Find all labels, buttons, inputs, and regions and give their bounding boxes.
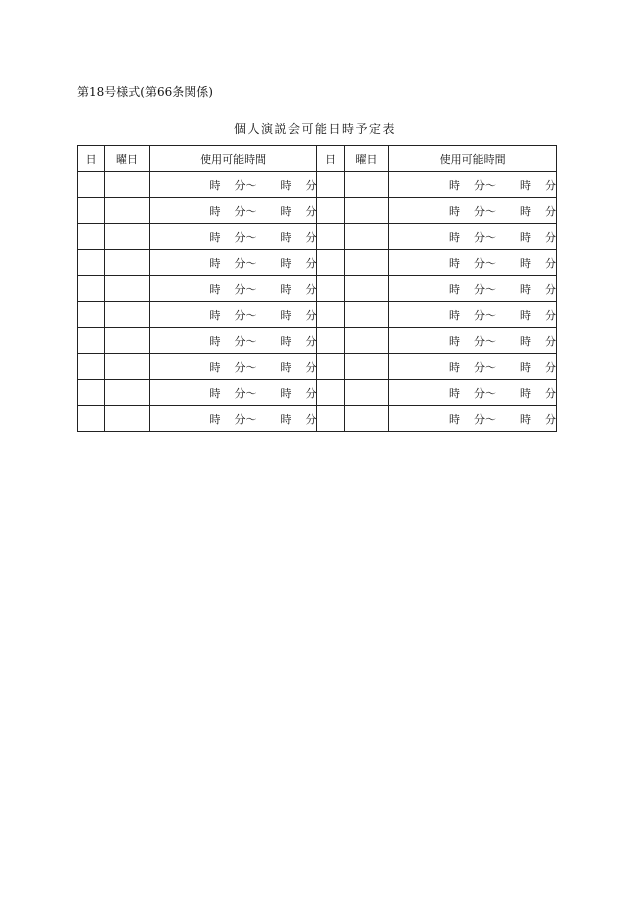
header-weekday-left: 曜日 — [105, 146, 149, 172]
schedule-body — [78, 172, 557, 432]
time-cell-right[interactable] — [389, 406, 557, 432]
day-cell-right[interactable] — [317, 224, 344, 250]
minute-to-label: 分 — [545, 204, 556, 218]
table-row — [78, 328, 557, 354]
minute-to-label: 分 — [545, 178, 556, 192]
hour-to-label: 時 — [280, 178, 292, 192]
weekday-cell-right[interactable] — [344, 302, 388, 328]
hour-to-label: 時 — [520, 412, 531, 426]
table-row — [78, 172, 557, 198]
weekday-cell-right[interactable] — [344, 172, 388, 198]
header-day-right: 日 — [317, 146, 344, 172]
minute-from-label: 分〜 — [474, 256, 496, 270]
minute-to-label: 分 — [305, 334, 317, 348]
header-time-right: 使用可能時間 — [389, 146, 557, 172]
day-cell-left[interactable] — [78, 354, 105, 380]
weekday-cell-right[interactable] — [344, 224, 388, 250]
minute-to-label: 分 — [305, 178, 317, 192]
minute-from-label: 分〜 — [234, 178, 257, 192]
hour-label: 時 — [449, 204, 460, 218]
weekday-cell-right[interactable] — [344, 328, 388, 354]
page-title: 個人演説会可能日時予定表 — [233, 122, 396, 136]
minute-to-label: 分 — [305, 282, 317, 296]
weekday-cell-right[interactable] — [344, 354, 388, 380]
minute-from-label: 分〜 — [234, 230, 257, 244]
table-row — [78, 224, 557, 250]
hour-to-label: 時 — [280, 282, 292, 296]
time-cell-left[interactable] — [149, 198, 317, 224]
hour-to-label: 時 — [520, 204, 531, 218]
table-row — [78, 302, 557, 328]
hour-label: 時 — [209, 204, 221, 218]
minute-to-label: 分 — [305, 230, 317, 244]
hour-label: 時 — [449, 308, 460, 322]
hour-label: 時 — [209, 282, 221, 296]
minute-from-label: 分〜 — [474, 282, 496, 296]
day-cell-left[interactable] — [78, 380, 105, 406]
day-cell-left[interactable] — [78, 328, 105, 354]
hour-to-label: 時 — [520, 308, 531, 322]
minute-from-label: 分〜 — [474, 334, 496, 348]
day-cell-left[interactable] — [78, 302, 105, 328]
hour-to-label: 時 — [280, 204, 292, 218]
hour-to-label: 時 — [280, 412, 292, 426]
weekday-cell-left[interactable] — [105, 354, 149, 380]
minute-to-label: 分 — [305, 308, 317, 322]
minute-to-label: 分 — [545, 256, 556, 270]
minute-from-label: 分〜 — [474, 308, 496, 322]
minute-from-label: 分〜 — [474, 178, 496, 192]
header-day-left: 日 — [78, 146, 105, 172]
weekday-cell-left[interactable] — [105, 172, 149, 198]
hour-to-label: 時 — [520, 334, 531, 348]
minute-to-label: 分 — [305, 386, 317, 400]
minute-from-label: 分〜 — [234, 386, 257, 400]
time-cell-right[interactable] — [389, 354, 557, 380]
minute-to-label: 分 — [305, 360, 317, 374]
minute-from-label: 分〜 — [234, 334, 257, 348]
hour-to-label: 時 — [520, 386, 531, 400]
minute-to-label: 分 — [305, 204, 317, 218]
minute-to-label: 分 — [545, 230, 556, 244]
weekday-cell-right[interactable] — [344, 406, 388, 432]
minute-to-label: 分 — [545, 386, 556, 400]
time-cell-left[interactable] — [149, 380, 317, 406]
table-row — [78, 276, 557, 302]
weekday-cell-left[interactable] — [105, 224, 149, 250]
hour-to-label: 時 — [280, 230, 292, 244]
weekday-cell-left[interactable] — [105, 250, 149, 276]
hour-label: 時 — [449, 412, 460, 426]
time-cell-left[interactable] — [149, 328, 317, 354]
table-row — [78, 406, 557, 432]
minute-to-label: 分 — [545, 412, 556, 426]
time-cell-left[interactable] — [149, 172, 317, 198]
time-cell-right[interactable] — [389, 198, 557, 224]
weekday-cell-right[interactable] — [344, 198, 388, 224]
day-cell-left[interactable] — [78, 172, 105, 198]
table-row — [78, 380, 557, 406]
hour-label: 時 — [449, 334, 460, 348]
hour-to-label: 時 — [280, 308, 292, 322]
day-cell-left[interactable] — [78, 250, 105, 276]
hour-label: 時 — [449, 282, 460, 296]
hour-label: 時 — [209, 230, 221, 244]
minute-from-label: 分〜 — [474, 386, 496, 400]
weekday-cell-right[interactable] — [344, 380, 388, 406]
day-cell-right[interactable] — [317, 302, 344, 328]
minute-from-label: 分〜 — [234, 256, 257, 270]
day-cell-left[interactable] — [78, 276, 105, 302]
minute-from-label: 分〜 — [474, 360, 496, 374]
minute-from-label: 分〜 — [234, 308, 257, 322]
day-cell-right[interactable] — [317, 354, 344, 380]
time-cell-right[interactable] — [389, 276, 557, 302]
hour-label: 時 — [209, 334, 221, 348]
minute-from-label: 分〜 — [474, 230, 496, 244]
minute-from-label: 分〜 — [234, 204, 257, 218]
time-cell-left[interactable] — [149, 276, 317, 302]
time-cell-left[interactable] — [149, 250, 317, 276]
minute-from-label: 分〜 — [234, 282, 257, 296]
hour-label: 時 — [449, 360, 460, 374]
hour-label: 時 — [209, 386, 221, 400]
hour-to-label: 時 — [280, 256, 292, 270]
hour-label: 時 — [209, 256, 221, 270]
hour-to-label: 時 — [280, 334, 292, 348]
weekday-cell-left[interactable] — [105, 302, 149, 328]
time-cell-left[interactable] — [149, 224, 317, 250]
day-cell-right[interactable] — [317, 276, 344, 302]
hour-to-label: 時 — [520, 256, 531, 270]
schedule-table — [77, 145, 557, 432]
hour-to-label: 時 — [520, 230, 531, 244]
hour-label: 時 — [209, 412, 221, 426]
hour-to-label: 時 — [280, 360, 292, 374]
hour-label: 時 — [209, 360, 221, 374]
day-cell-right[interactable] — [317, 406, 344, 432]
time-cell-right[interactable] — [389, 302, 557, 328]
hour-label: 時 — [449, 386, 460, 400]
weekday-cell-left[interactable] — [105, 406, 149, 432]
hour-to-label: 時 — [520, 178, 531, 192]
hour-to-label: 時 — [520, 360, 531, 374]
minute-to-label: 分 — [545, 360, 556, 374]
weekday-cell-right[interactable] — [344, 250, 388, 276]
hour-label: 時 — [209, 308, 221, 322]
day-cell-right[interactable] — [317, 328, 344, 354]
hour-label: 時 — [449, 230, 460, 244]
minute-to-label: 分 — [305, 412, 317, 426]
minute-from-label: 分〜 — [474, 412, 496, 426]
header-row — [78, 146, 557, 172]
minute-from-label: 分〜 — [234, 360, 257, 374]
day-cell-right[interactable] — [317, 198, 344, 224]
minute-to-label: 分 — [545, 282, 556, 296]
table-row — [78, 198, 557, 224]
time-cell-right[interactable] — [389, 380, 557, 406]
header-time-left: 使用可能時間 — [149, 146, 317, 172]
time-cell-left[interactable] — [149, 406, 317, 432]
time-cell-right[interactable] — [389, 224, 557, 250]
weekday-cell-left[interactable] — [105, 328, 149, 354]
time-cell-left[interactable] — [149, 302, 317, 328]
day-cell-right[interactable] — [317, 172, 344, 198]
day-cell-left[interactable] — [78, 198, 105, 224]
time-cell-right[interactable] — [389, 328, 557, 354]
time-cell-right[interactable] — [389, 172, 557, 198]
weekday-cell-right[interactable] — [344, 276, 388, 302]
day-cell-left[interactable] — [78, 406, 105, 432]
weekday-cell-left[interactable] — [105, 276, 149, 302]
day-cell-left[interactable] — [78, 224, 105, 250]
form-number: 第18号様式(第66条関係) — [77, 85, 213, 99]
minute-to-label: 分 — [545, 334, 556, 348]
table-row — [78, 354, 557, 380]
hour-to-label: 時 — [280, 386, 292, 400]
hour-label: 時 — [449, 256, 460, 270]
day-cell-right[interactable] — [317, 250, 344, 276]
hour-to-label: 時 — [520, 282, 531, 296]
table-row — [78, 250, 557, 276]
minute-to-label: 分 — [545, 308, 556, 322]
header-weekday-right: 曜日 — [344, 146, 388, 172]
hour-label: 時 — [449, 178, 460, 192]
time-cell-right[interactable] — [389, 250, 557, 276]
minute-from-label: 分〜 — [234, 412, 257, 426]
minute-to-label: 分 — [305, 256, 317, 270]
weekday-cell-left[interactable] — [105, 198, 149, 224]
hour-label: 時 — [209, 178, 221, 192]
minute-from-label: 分〜 — [474, 204, 496, 218]
day-cell-right[interactable] — [317, 380, 344, 406]
time-cell-left[interactable] — [149, 354, 317, 380]
weekday-cell-left[interactable] — [105, 380, 149, 406]
